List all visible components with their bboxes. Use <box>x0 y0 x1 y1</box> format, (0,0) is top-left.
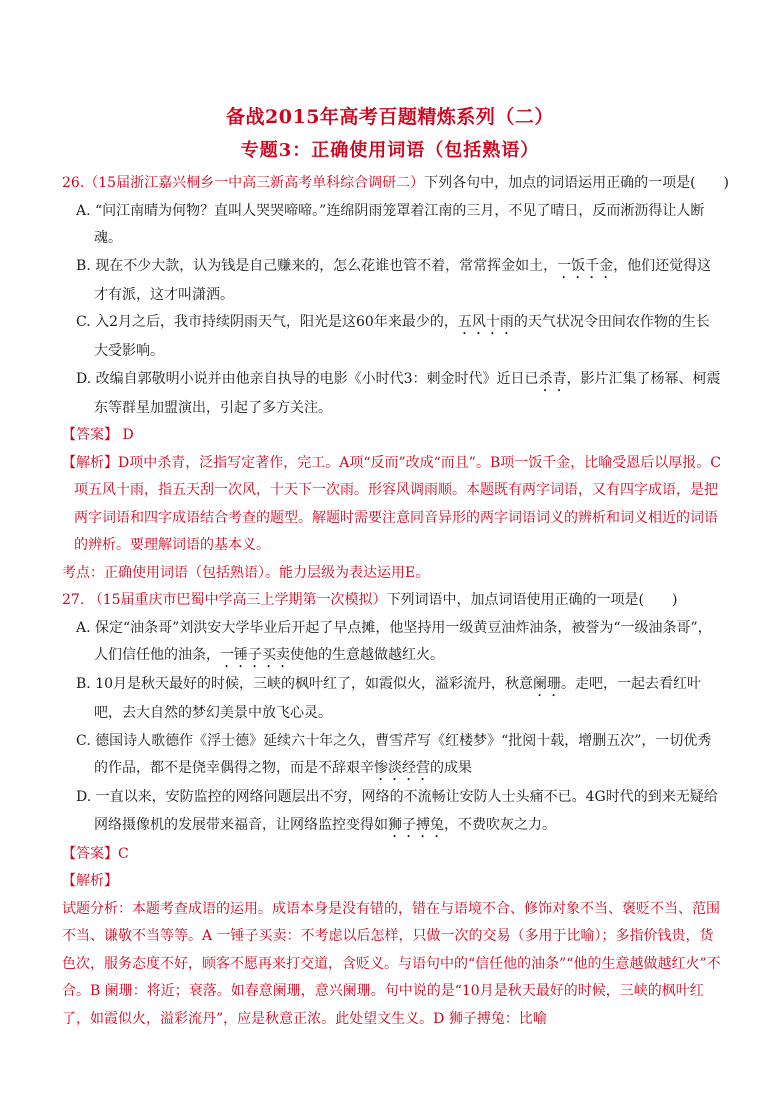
question-26-stem: 下列各句中，加点的词语运用正确的一项是( ) <box>424 175 730 191</box>
dotted-term: 五风十雨 <box>457 314 514 330</box>
question-26-source: 26.（15届浙江嘉兴桐乡一中高三新高考单科综合调研二） <box>62 175 425 191</box>
answer-label: 【答案】 <box>62 427 118 443</box>
question-26-point: 考点：正确使用词语（包括熟语）。能力层级为表达运用E。 <box>62 564 430 581</box>
question-26-option-d: D. 改编自郭敬明小说并由他亲自执导的电影《小时代3：刺金时代》近日已杀青，影片汇集了杨幂、柯震东等群星加盟演出，引起了多方关注。 <box>76 370 721 416</box>
analysis-label: 【解析】 <box>62 454 118 471</box>
question-27-answer <box>62 841 722 869</box>
question-27-option-b: B. 10月是秋天最好的时候，三峡的枫叶红了，如霞似火，溢彩流丹，秋意阑珊。走吧，一起去看红叶吧，去大自然的梦幻美景中放飞心灵。 <box>76 676 702 721</box>
page-subtitle: 专题3：正确使用词语（包括熟语） <box>240 140 540 161</box>
question-26-answer <box>62 422 722 450</box>
document-body <box>62 170 730 1033</box>
dotted-term: 杀青 <box>538 370 567 387</box>
question-26-analysis <box>62 450 722 560</box>
question-27-option-c: C. 德国诗人歌德作《浮士德》延续六十年之久，曹雪芹写《红楼梦》“批阅十载，增删五次”，一切优秀的作品，都不是侥幸偶得之物，而是不辞艰辛惨淡经营的成果 <box>76 732 712 776</box>
analysis-text: D项中杀青，泛指写定著作，完工。A项“反而”改成“而且”。B项一饭千金，比喻受恩后以厚报。C项五风十雨，指五天刮一次风，十天下一次雨。形容风调雨顺。本题既有两字词语，又有四字成语，是把两字词语和四字成语结合考查的题型。解题时需要注意同音异形的两字词语词义的辨析和词义相近的词语的辨析。要理解词语的基本义。 <box>74 454 721 553</box>
question-27-stem: 下列词语中，加点词语使用正确的一项是( ) <box>386 592 678 608</box>
answer-value: D <box>122 427 134 443</box>
answer-value: C <box>118 845 129 862</box>
dotted-term: 阑珊 <box>533 676 562 692</box>
dotted-term: 一锤子买卖 <box>220 647 290 663</box>
answer-label: 【答案】 <box>62 845 118 862</box>
question-26-option-c: C. 入2月之后，我市持续阴雨天气，阳光是这60年来最少的，五风十雨的天气状况令田间农作物的生长大受影响。 <box>76 314 710 359</box>
question-27-analysis-label: 【解析】 <box>62 873 118 889</box>
question-27-option-a: A. 保定“油条哥”刘洪安大学毕业后开起了早点摊，他坚持用一级黄豆油炸油条，被誉为“一级油条哥”，人们信任他的油条，一锤子买卖使他的生意越做越红火。 <box>76 619 712 663</box>
page-title: 备战2015年高考百题精炼系列（二） <box>226 106 554 128</box>
question-27-source: 27. （15届重庆市巴蜀中学高三上学期第一次模拟） <box>62 592 387 608</box>
question-26-option-a: A. “问江南晴为何物？直叫人哭哭啼啼。”连绵阴雨笼罩着江南的三月，不见了晴日，反而淅沥得让人断魂。 <box>76 202 705 246</box>
question-27-analysis: 试题分析：本题考查成语的运用。成语本身是没有错的，错在与语境不合、修饰对象不当、褒贬不当、范围不当、谦敬不当等等。A 一锤子买卖：不考虑以后怎样，只做一次的交易（多用于比喻）；多指价钱贵，货色次，服务态度不好，顾客不愿再来打交道，含贬义。与语句中的“信任他的油条”“他的生意越做越红火”不合。B 阑珊：将近；衰落。如春意阑珊，意兴阑珊。句中说的是“10月是秋天最好的时候，三峡的枫叶红了，如霞似火，溢彩流丹”，应是秋意正浓。此处望文生义。D 狮子搏兔：比喻 <box>62 900 721 1027</box>
question-27-option-d: D. 一直以来，安防监控的网络问题层出不穷，网络的不流畅让安防人士头痛不已。4G时代的到来无疑给网络摄像机的发展带来福音，让网络监控变得如狮子搏兔，不费吹灰之力。 <box>76 789 718 833</box>
question-26-option-b: B. 现在不少大款，认为钱是自己赚来的，怎么花谁也管不着，常常挥金如土，一饭千金，他们还觉得这才有派，这才叫潇洒。 <box>76 257 712 303</box>
question-26-header <box>62 170 730 198</box>
dotted-term: 狮子搏兔 <box>388 816 444 833</box>
dotted-term: 惨淡经营 <box>374 760 430 776</box>
dotted-term: 一饭千金 <box>557 257 614 274</box>
question-27-header <box>62 587 722 615</box>
